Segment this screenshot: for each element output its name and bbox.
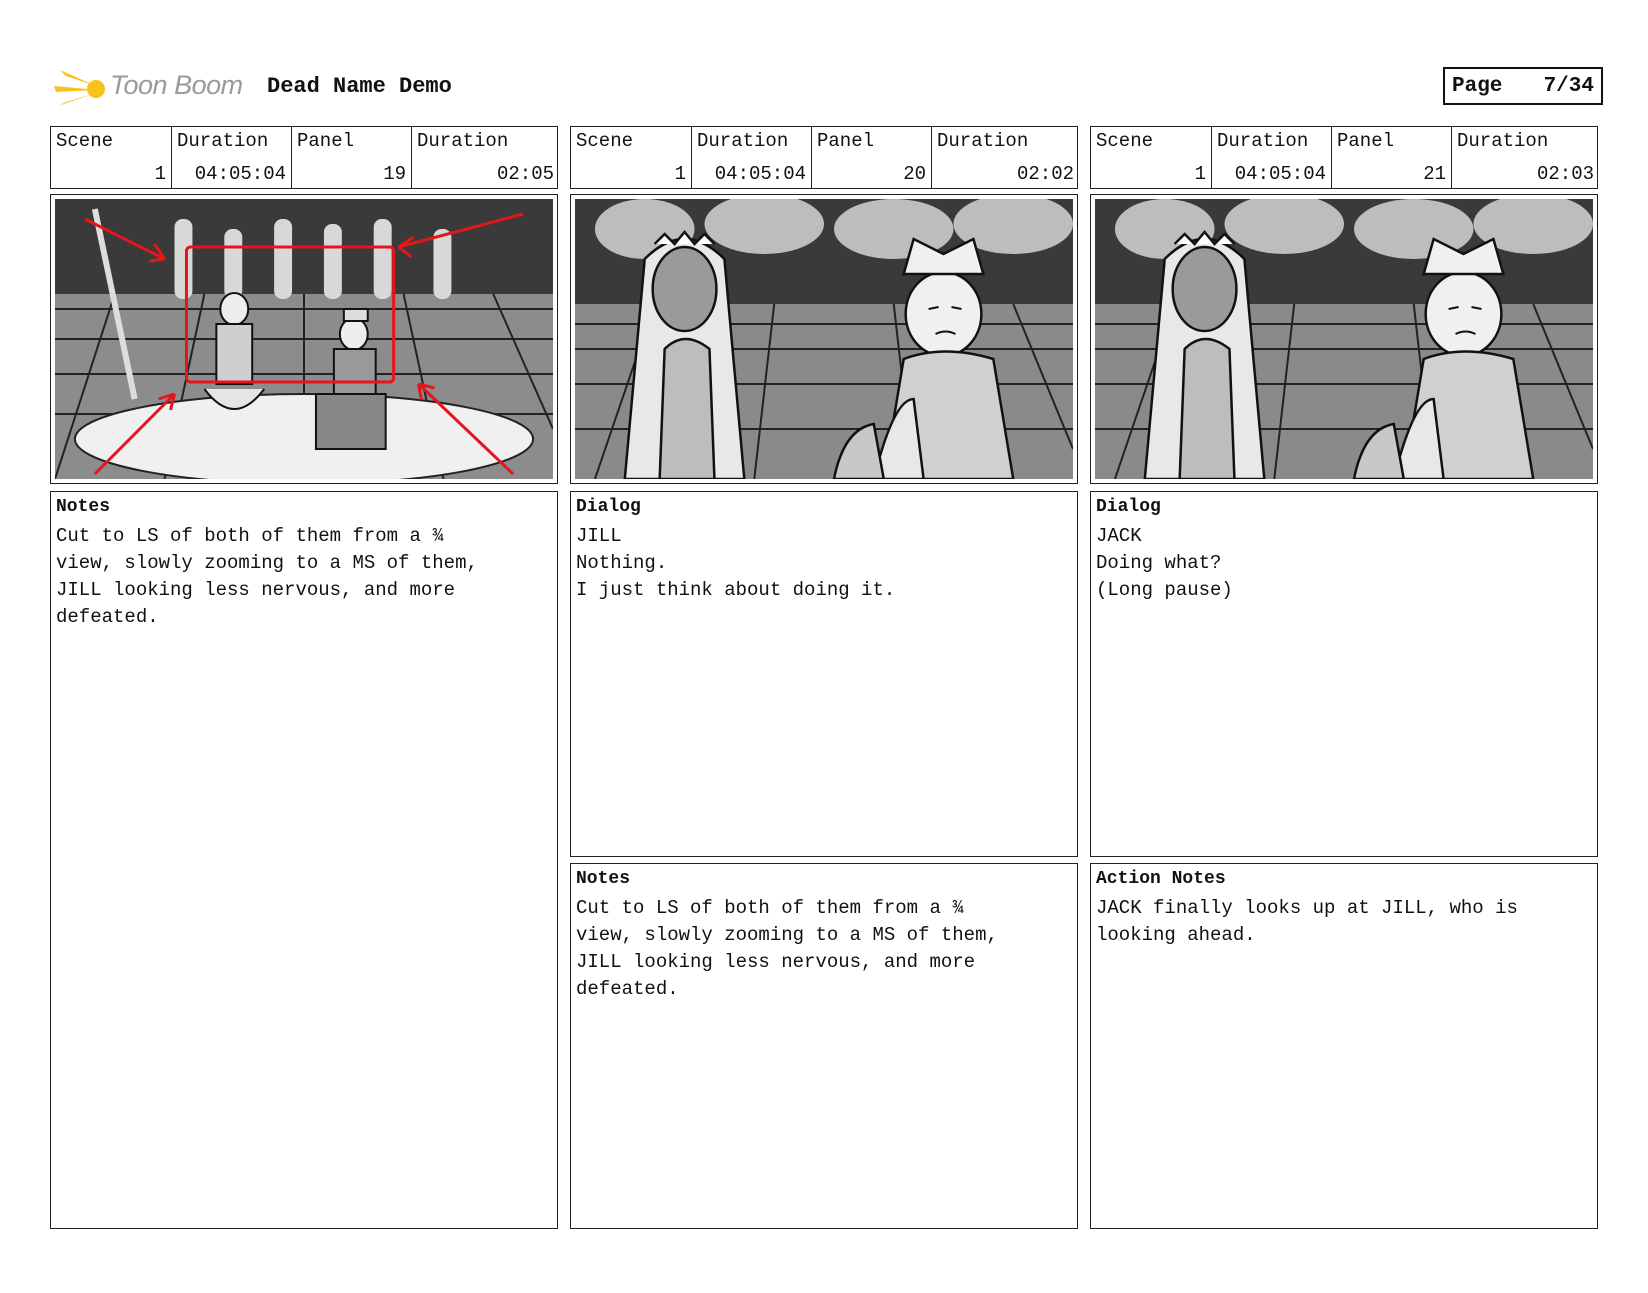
storyboard-frame-image: [55, 199, 553, 479]
box-title: Action Notes: [1096, 869, 1226, 889]
box-text-line: defeated.: [576, 978, 679, 1000]
box-text-line: JILL looking less nervous, and more: [576, 951, 976, 973]
page-number: 7/34: [1543, 74, 1594, 98]
storyboard-frame-image: [1095, 199, 1593, 479]
scene-label: Scene: [576, 130, 634, 152]
scene-duration-value: 04:05:04: [714, 163, 806, 185]
page-indicator: [1443, 67, 1603, 105]
box-text-line: Cut to LS of both of them from a ¾: [576, 897, 964, 919]
box-text-line: JILL: [576, 525, 622, 547]
panel-image-frame: [1090, 194, 1598, 484]
panel-duration-label: Duration: [937, 130, 1029, 152]
scene-duration-label: Duration: [697, 130, 789, 152]
panel-duration-value: 02:05: [496, 163, 554, 185]
panel-duration-cell: [931, 127, 1079, 188]
brand-name: Toon Boom: [110, 70, 243, 100]
panel-number-value: 21: [1423, 163, 1446, 185]
box-text-line: looking ahead.: [1096, 924, 1256, 946]
panel-action-notes-box: [1090, 863, 1598, 1229]
panel-dialog-box: [1090, 491, 1598, 857]
panel-duration-cell: [411, 127, 559, 188]
scene-cell: [51, 127, 171, 188]
panel-notes-box: [570, 863, 1078, 1229]
box-title: Notes: [576, 869, 631, 889]
box-text-line: view, slowly zooming to a MS of them,: [576, 924, 998, 946]
scene-duration-cell: [691, 127, 811, 188]
sunburst-icon: [52, 60, 108, 116]
panel-dialog-box: [570, 491, 1078, 857]
toon-boom-logo: [52, 60, 252, 120]
scene-label: Scene: [1096, 130, 1154, 152]
box-title: Dialog: [576, 497, 641, 517]
scene-cell: [1091, 127, 1211, 188]
box-text-line: I just think about doing it.: [576, 579, 896, 601]
scene-cell: [571, 127, 691, 188]
scene-duration-value: 04:05:04: [1234, 163, 1326, 185]
panel-duration-label: Duration: [417, 130, 509, 152]
box-text-line: Cut to LS of both of them from a ¾: [56, 525, 444, 547]
scene-value: 1: [674, 163, 686, 185]
panel-number-label: Panel: [817, 130, 875, 152]
box-text-line: defeated.: [56, 606, 159, 628]
panel-duration-cell: [1451, 127, 1599, 188]
page-label: Page: [1452, 74, 1503, 98]
box-text-line: (Long pause): [1096, 579, 1233, 601]
panel-number-value: 19: [383, 163, 406, 185]
panel-number-cell: [811, 127, 931, 188]
panel-header: [570, 126, 1078, 189]
scene-value: 1: [154, 163, 166, 185]
panel-number-label: Panel: [1337, 130, 1395, 152]
box-text-line: JILL looking less nervous, and more: [56, 579, 456, 601]
box-text-line: JACK: [1096, 525, 1142, 547]
panel-duration-value: 02:02: [1016, 163, 1074, 185]
panel-number-value: 20: [903, 163, 926, 185]
box-text-line: Doing what?: [1096, 552, 1222, 574]
panel-header: [1090, 126, 1598, 189]
panel-image-frame: [50, 194, 558, 484]
scene-duration-label: Duration: [177, 130, 269, 152]
box-text-line: view, slowly zooming to a MS of them,: [56, 552, 478, 574]
scene-duration-cell: [1211, 127, 1331, 188]
scene-label: Scene: [56, 130, 114, 152]
box-text-line: Nothing.: [576, 552, 668, 574]
panel-header: [50, 126, 558, 189]
panel-duration-label: Duration: [1457, 130, 1549, 152]
box-text-line: JACK finally looks up at JILL, who is: [1096, 897, 1518, 919]
panel-number-cell: [291, 127, 411, 188]
box-title: Notes: [56, 497, 111, 517]
scene-duration-value: 04:05:04: [194, 163, 286, 185]
panel-duration-value: 02:03: [1536, 163, 1594, 185]
scene-value: 1: [1194, 163, 1206, 185]
panel-image-frame: [570, 194, 1078, 484]
scene-duration-label: Duration: [1217, 130, 1309, 152]
project-title: Dead Name Demo: [267, 74, 452, 99]
panel-notes-box: [50, 491, 558, 1229]
box-title: Dialog: [1096, 497, 1161, 517]
panel-number-label: Panel: [297, 130, 355, 152]
scene-duration-cell: [171, 127, 291, 188]
panel-number-cell: [1331, 127, 1451, 188]
storyboard-frame-image: [575, 199, 1073, 479]
